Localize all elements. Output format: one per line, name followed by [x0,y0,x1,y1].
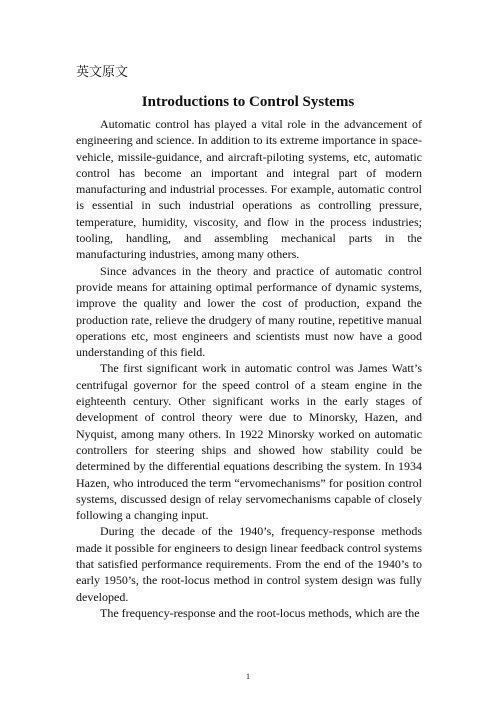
paragraph: The frequency-response and the root-locus methods, which are the [100,605,420,620]
body-text [76,116,422,621]
paragraph: During the decade of the 1940’s, frequency-response methods made it possible for engineers to design linear feedback control systems that satisfied performance requirements. From the end of the 1940’s to early 1950’s, the root-locus method in control system design was fully developed. [76,524,422,604]
paragraph: Since advances in the theory and practice of automatic control provide means for attaining optimal performance of dynamic systems, improve the quality and lower the cost of production, expand the production rate, relieve the drudgery of many routine, repetitive manual operations etc, most engineers and scientists must now have a good understanding of this field. [76,263,422,360]
paragraph: The first significant work in automatic control was James Watt’s centrifugal governor for the speed control of a steam engine in the eighteenth century. Other significant works in the early stages of development of control theory were due to Minorsky, Hazen, and Nyquist, among many others. In 1922 Minorsky worked on automatic controllers for steering ships and showed how stability could be determined by the differential equations describing the system. In 1934 Hazen, who introduced the term “ervomechanisms” for position control systems, discussed design of relay servomechanisms capable of closely following a changing input. [76,361,422,523]
document-title: Introductions to Control Systems [141,94,355,110]
section-label: 英文原文 [76,64,129,79]
paragraph: Automatic control has played a vital role in the advancement of engineering and science. In addition to its extreme importance in space-vehicle, missile-guidance, and aircraft-piloting systems, etc, automatic control has become an important and integral part of modern manufacturing and industrial processes. For example, automatic control is essential in such industrial operations as controlling pressure, temperature, humidity, viscosity, and flow in the process industries; tooling, handling, and assembling mechanical parts in the manufacturing industries, among many others. [76,117,422,262]
page-number: 1 [246,672,250,681]
